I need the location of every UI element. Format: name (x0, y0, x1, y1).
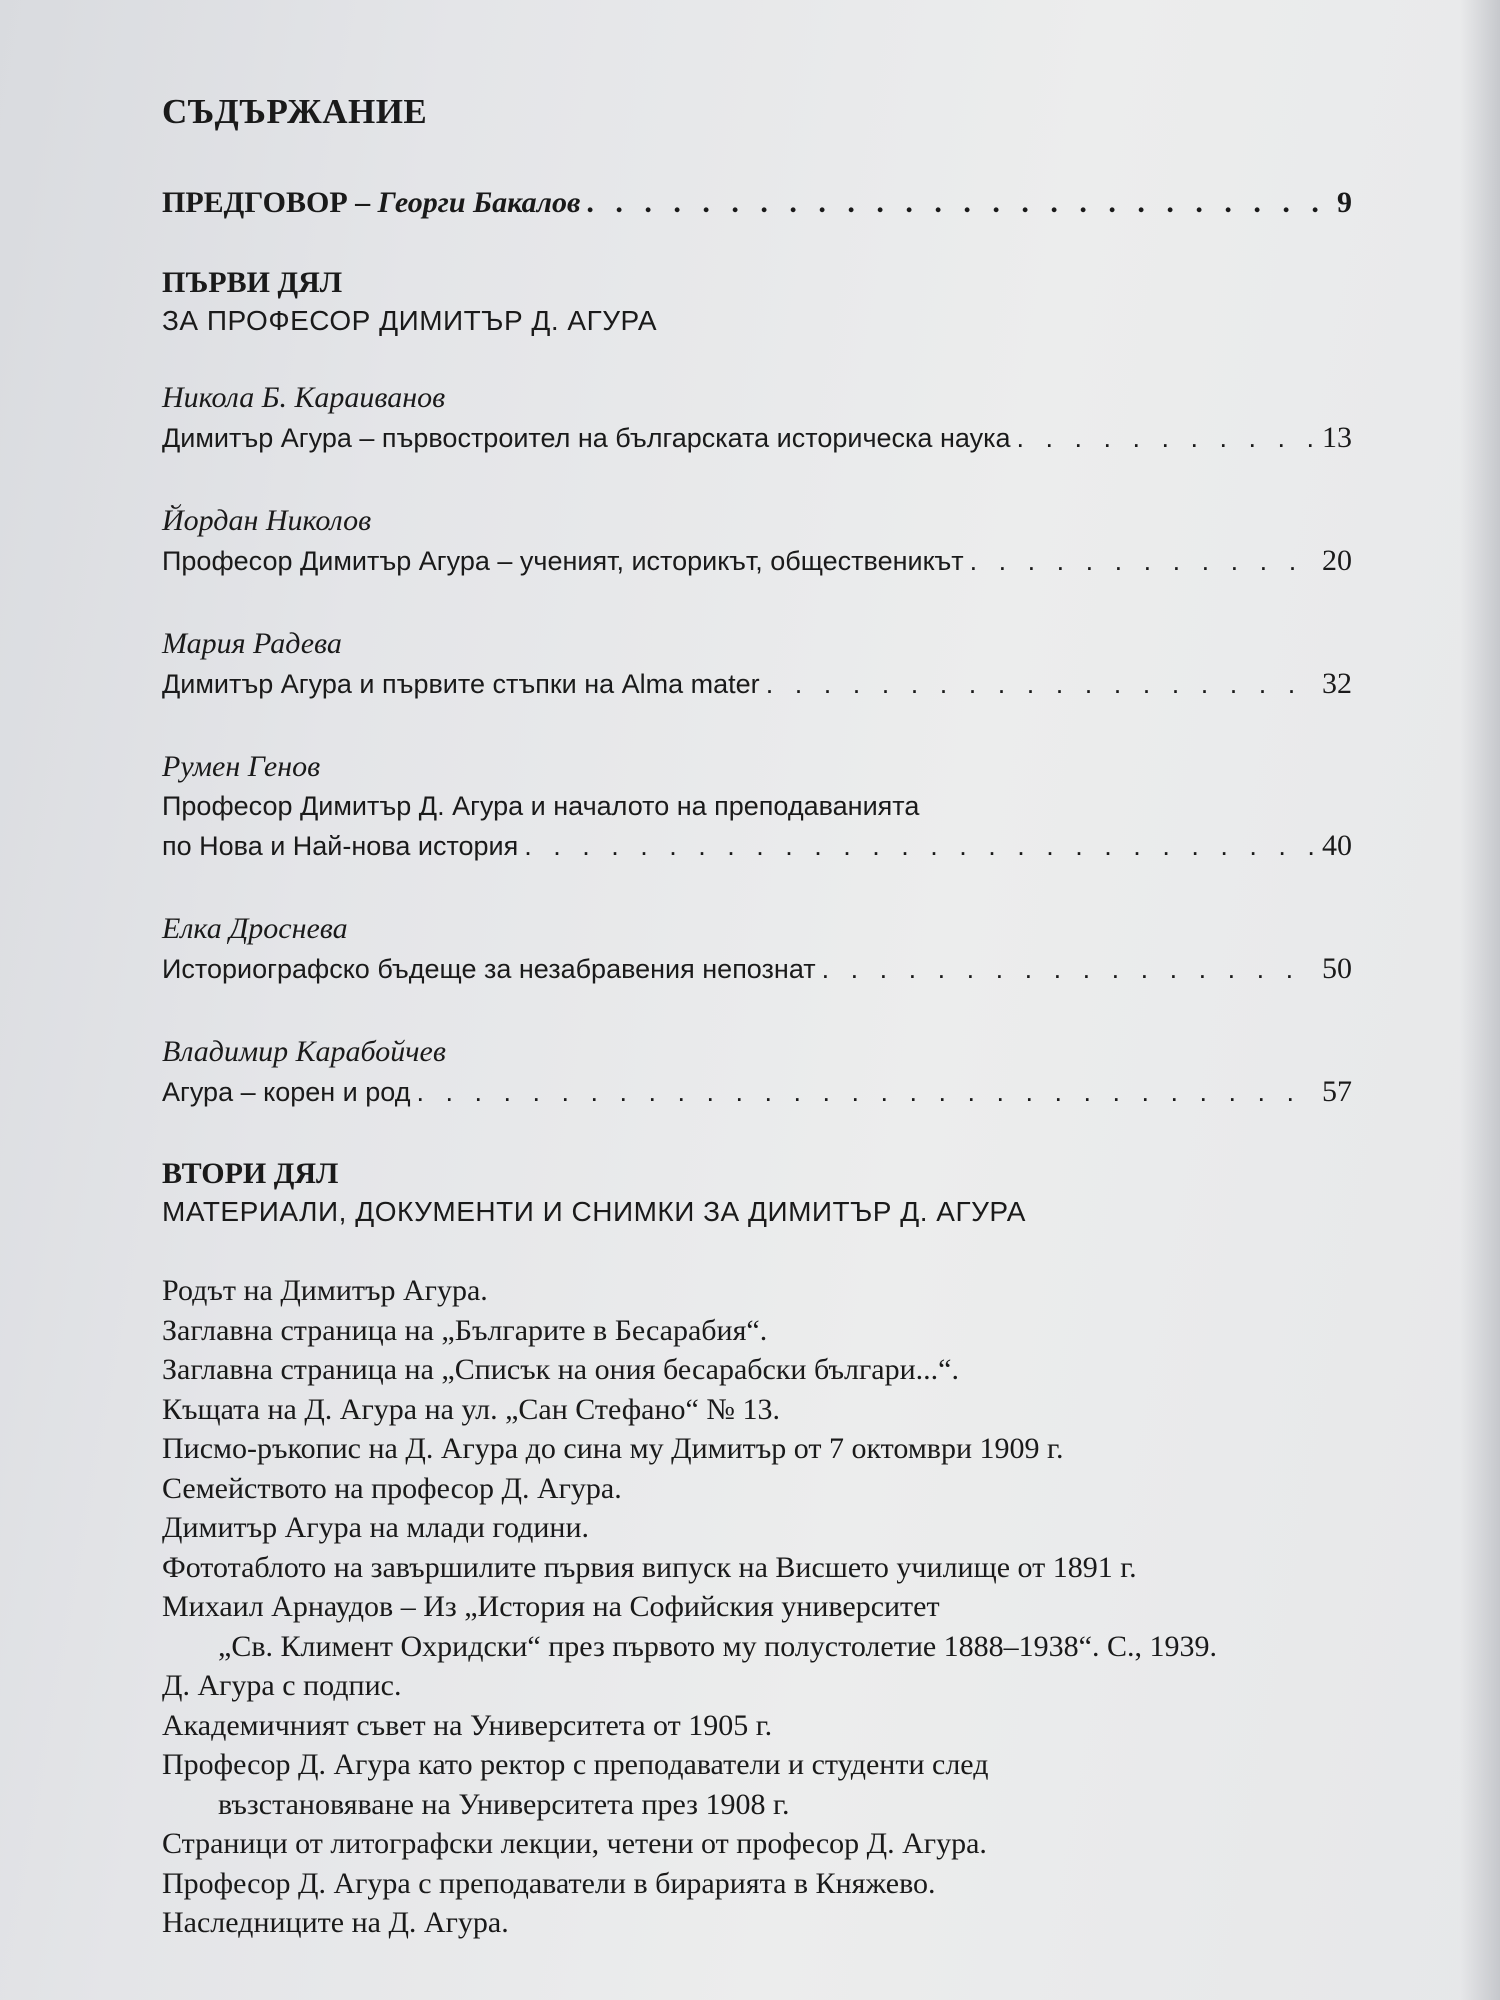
preface-label: ПРЕДГОВОР – (162, 186, 378, 219)
dot-leader (524, 827, 1316, 866)
part-subtitle: МАТЕРИАЛИ, ДОКУМЕНТИ И СНИМКИ ЗА ДИМИТЪР Д. АГУРА (162, 1196, 1026, 1227)
part-subtitle: ЗА ПРОФЕСОР ДИМИТЪР Д. АГУРА (162, 305, 658, 336)
preface-author: Георги Бакалов (377, 186, 581, 219)
list-item: Наследниците на Д. Агура. (162, 1906, 509, 1939)
part-title: ПЪРВИ ДЯЛ (162, 266, 343, 299)
list-item: Академичният съвет на Университета от 1905 г. (162, 1708, 773, 1742)
dot-leader (822, 950, 1316, 989)
page-number: 40 (1322, 829, 1352, 862)
toc-entry (162, 624, 1362, 704)
list-item-continuation: възстановяване на Университета през 1908 г. (218, 1787, 790, 1821)
page-number: 32 (1322, 667, 1352, 700)
contents-heading: СЪДЪРЖАНИЕ (162, 92, 428, 131)
dot-leader (766, 665, 1316, 704)
list-item: Писмо-ръкопис на Д. Агура до сина му Димитър от 7 октомври 1909 г. (162, 1432, 1064, 1465)
toc-entry (162, 501, 1362, 581)
list-item: Михаил Арнаудов – Из „История на Софийския университет (162, 1590, 940, 1623)
part-two (162, 1155, 1362, 1943)
materials-list (162, 1271, 1362, 1943)
toc-entry (162, 909, 1362, 989)
entry-author: Мария Радева (162, 627, 342, 660)
entry-title: Професор Димитър Агура – ученият, историкът, общественикът (162, 546, 964, 576)
entry-title: Историографско бъдеще за незабравения непознат (162, 954, 816, 984)
list-item: Заглавна страница на „Списък на ония бесарабски българи...“. (162, 1353, 959, 1386)
page-edge-shadow (1460, 0, 1500, 2000)
page-number: 9 (1337, 186, 1352, 219)
list-item: Професор Д. Агура като ректор с преподаватели и студенти след (162, 1748, 989, 1781)
list-item: Фототаблото на завършилите първия випуск на Висшето училище от 1891 г. (162, 1550, 1137, 1584)
dot-leader (416, 1073, 1316, 1112)
list-item: Къщата на Д. Агура на ул. „Сан Стефано“ № 13. (162, 1392, 780, 1426)
entry-title-line-1: Професор Димитър Д. Агура и началото на преподаванията (162, 791, 920, 821)
entry-title: Димитър Агура и първите стъпки на Alma mater (162, 669, 760, 699)
entry-title: по Нова и Най-нова история (162, 831, 519, 861)
toc-entry (162, 747, 1362, 866)
entry-title: Димитър Агура – първостроител на българската историческа наука (162, 423, 1011, 453)
list-item: Димитър Агура на млади години. (162, 1511, 590, 1544)
part-one (162, 264, 1362, 1112)
list-item: Д. Агура с подпис. (162, 1669, 402, 1702)
list-item-continuation: „Св. Климент Охридски“ през първото му полустолетие 1888–1938“. С., 1939. (218, 1629, 1218, 1663)
entry-author: Румен Генов (162, 750, 321, 783)
entry-author: Йордан Николов (162, 504, 372, 537)
toc-entry (162, 1032, 1362, 1112)
page-number: 57 (1322, 1075, 1352, 1108)
entry-author: Никола Б. Караиванов (162, 381, 446, 414)
dot-leader (586, 184, 1331, 222)
page-number: 13 (1322, 421, 1352, 454)
list-item: Страници от литографски лекции, четени от професор Д. Агура. (162, 1827, 987, 1860)
dot-leader (1017, 419, 1317, 458)
page-number: 20 (1322, 544, 1352, 577)
toc-entry (162, 378, 1362, 458)
list-item: Заглавна страница на „Българите в Бесарабия“. (162, 1313, 768, 1347)
entry-title: Агура – корен и род (162, 1077, 411, 1107)
list-item: Родът на Димитър Агура. (162, 1274, 488, 1307)
table-of-contents (162, 92, 1362, 1943)
dot-leader (970, 542, 1316, 581)
list-item: Професор Д. Агура с преподаватели в бирарията в Княжево. (162, 1866, 936, 1900)
preface-entry (162, 184, 1352, 222)
page-number: 50 (1322, 952, 1352, 985)
entry-author: Елка Дроснева (162, 912, 348, 945)
list-item: Семейството на професор Д. Агура. (162, 1471, 622, 1505)
part-title: ВТОРИ ДЯЛ (162, 1157, 339, 1190)
entry-author: Владимир Карабойчев (162, 1035, 446, 1068)
